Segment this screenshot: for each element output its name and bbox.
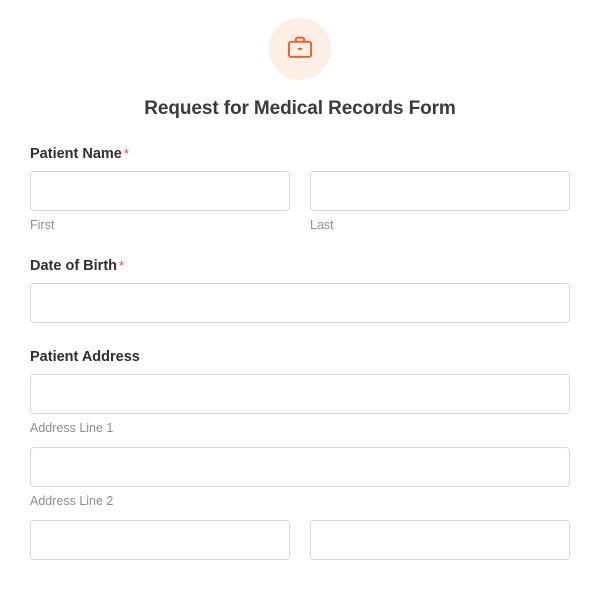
patient-name-label — [30, 146, 570, 162]
required-marker: * — [123, 146, 129, 161]
address-spacer-2 — [30, 508, 570, 520]
field-date-of-birth — [30, 258, 570, 323]
field-patient-address — [30, 349, 570, 560]
patient-address-label — [30, 349, 570, 365]
address-line-2-input[interactable] — [30, 447, 570, 487]
address-spacer — [30, 435, 570, 447]
address-line-1-sublabel: Address Line 1 — [30, 421, 114, 435]
form-logo — [30, 0, 570, 86]
patient-last-name-input[interactable] — [310, 171, 570, 211]
patient-first-name-sublabel: First — [30, 218, 55, 232]
logo-circle — [269, 18, 331, 80]
patient-name-label-text: Patient Name — [30, 146, 122, 162]
date-of-birth-label — [30, 258, 570, 274]
address-line-2-sublabel: Address Line 2 — [30, 494, 114, 508]
date-of-birth-label-text: Date of Birth — [30, 258, 117, 274]
field-patient-name — [30, 146, 570, 232]
patient-name-last-col — [310, 171, 570, 232]
patient-name-row — [30, 171, 570, 232]
page-title: Request for Medical Records Form — [144, 98, 456, 119]
address-state-input[interactable] — [310, 520, 570, 560]
address-city-state-row — [30, 520, 570, 560]
address-line-1-input[interactable] — [30, 374, 570, 414]
patient-last-name-sublabel: Last — [310, 218, 334, 232]
address-city-input[interactable] — [30, 520, 290, 560]
patient-first-name-input[interactable] — [30, 171, 290, 211]
patient-name-first-col — [30, 171, 290, 232]
required-marker: * — [119, 258, 125, 273]
address-city-col — [30, 520, 290, 560]
address-state-col — [310, 520, 570, 560]
date-of-birth-input[interactable] — [30, 283, 570, 323]
briefcase-icon — [286, 33, 314, 66]
patient-address-label-text: Patient Address — [30, 349, 140, 365]
